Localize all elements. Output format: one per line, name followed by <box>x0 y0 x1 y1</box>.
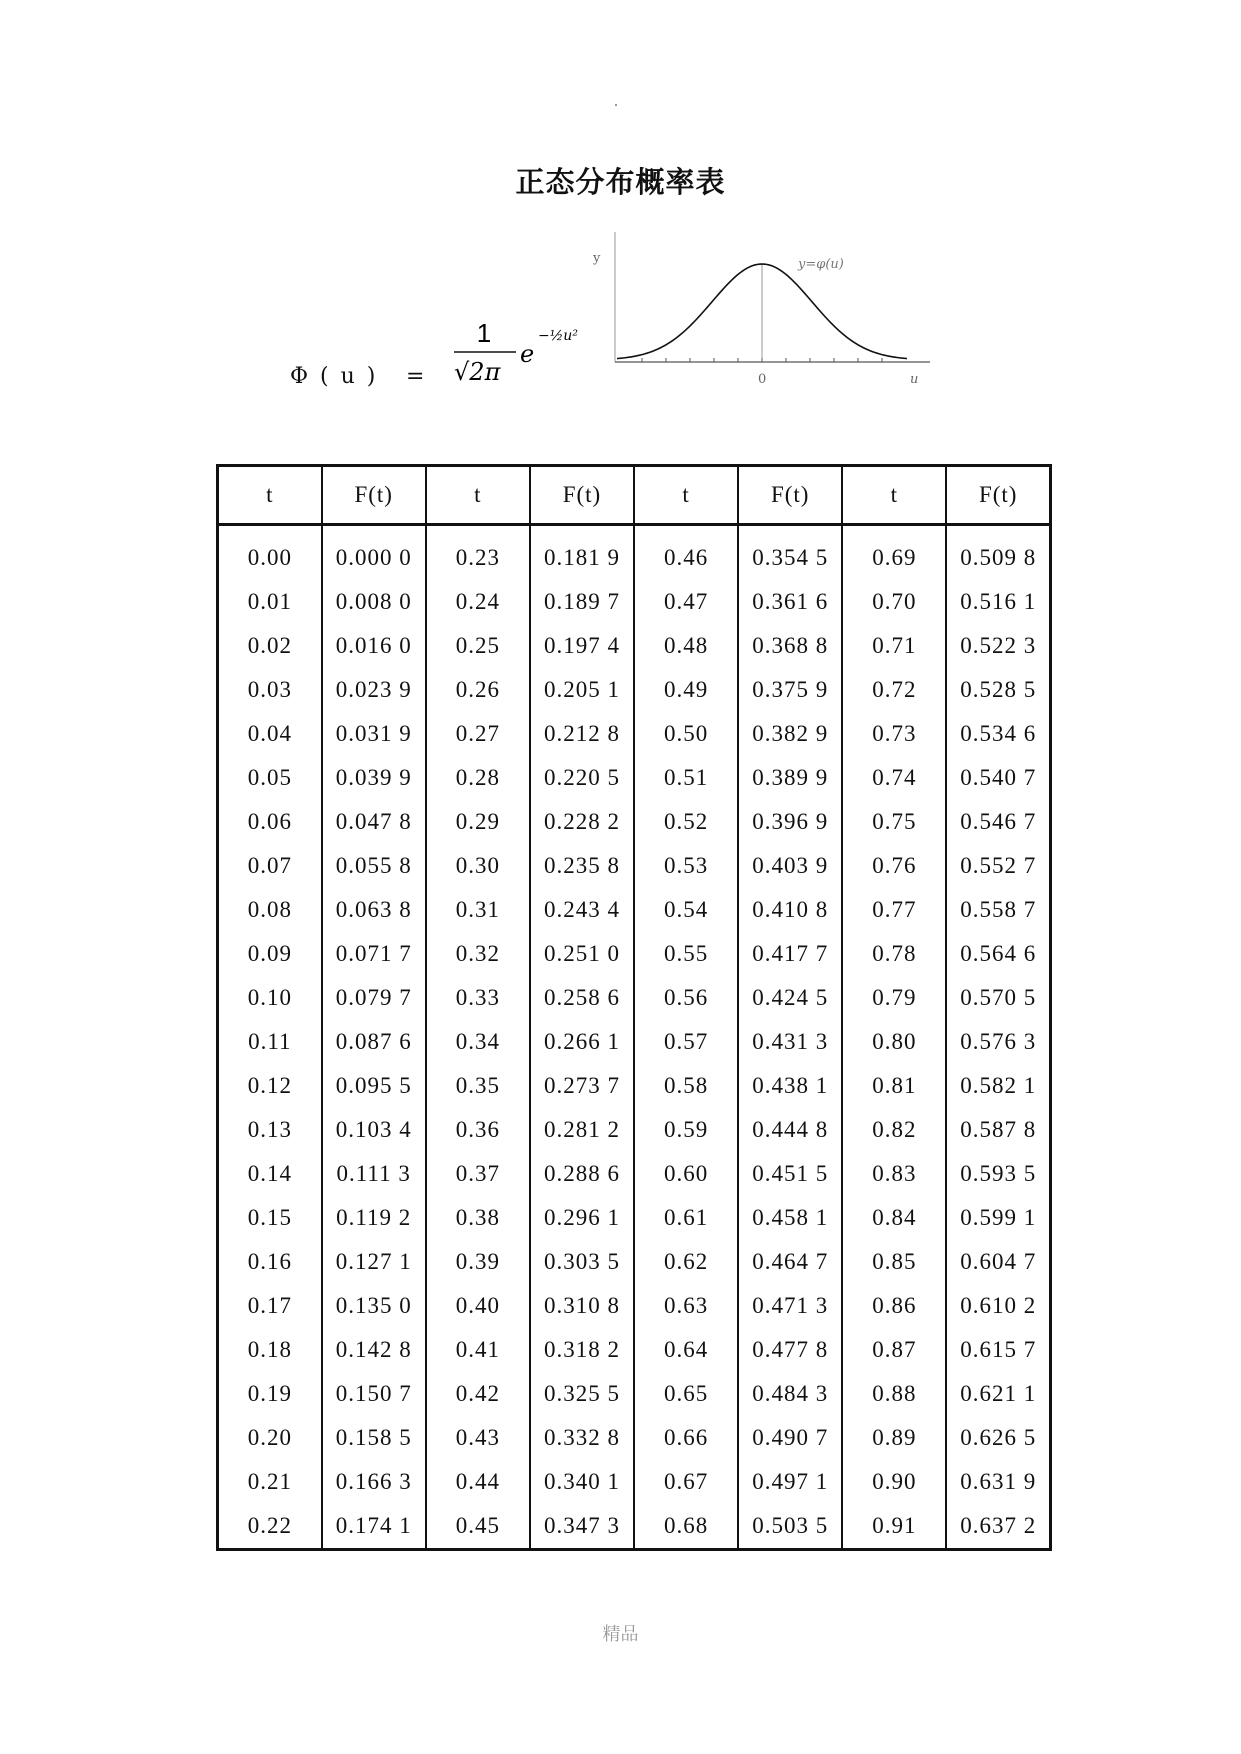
ft-value-cell: 0.410 8 <box>738 888 842 932</box>
table-row <box>218 844 1051 888</box>
density-formula <box>448 312 588 392</box>
ft-value-cell: 0.103 4 <box>322 1108 426 1152</box>
t-value-cell: 0.25 <box>426 624 530 668</box>
ft-value-cell: 0.220 5 <box>530 756 634 800</box>
ft-value-cell: 0.564 6 <box>946 932 1050 976</box>
ft-value-cell: 0.354 5 <box>738 525 842 581</box>
t-value-cell: 0.53 <box>634 844 738 888</box>
t-value-cell: 0.87 <box>842 1328 946 1372</box>
t-value-cell: 0.75 <box>842 800 946 844</box>
t-value-cell: 0.06 <box>218 800 322 844</box>
page-title: 正态分布概率表 <box>515 165 726 199</box>
t-value-cell: 0.18 <box>218 1328 322 1372</box>
t-value-cell: 0.89 <box>842 1416 946 1460</box>
ft-value-cell: 0.181 9 <box>530 525 634 581</box>
table-row <box>218 1328 1051 1372</box>
t-value-cell: 0.48 <box>634 624 738 668</box>
t-value-cell: 0.22 <box>218 1504 322 1550</box>
ft-value-cell: 0.251 0 <box>530 932 634 976</box>
ft-value-cell: 0.303 5 <box>530 1240 634 1284</box>
ft-value-cell: 0.079 7 <box>322 976 426 1020</box>
ft-value-cell: 0.281 2 <box>530 1108 634 1152</box>
table-row <box>218 1284 1051 1328</box>
ft-value-cell: 0.031 9 <box>322 712 426 756</box>
table-row <box>218 1416 1051 1460</box>
ft-value-cell: 0.451 5 <box>738 1152 842 1196</box>
table-row <box>218 580 1051 624</box>
t-value-cell: 0.21 <box>218 1460 322 1504</box>
ft-value-cell: 0.471 3 <box>738 1284 842 1328</box>
ft-value-cell: 0.158 5 <box>322 1416 426 1460</box>
t-value-cell: 0.78 <box>842 932 946 976</box>
t-value-cell: 0.80 <box>842 1020 946 1064</box>
t-value-cell: 0.14 <box>218 1152 322 1196</box>
ft-value-cell: 0.389 9 <box>738 756 842 800</box>
ft-value-cell: 0.626 5 <box>946 1416 1050 1460</box>
t-value-cell: 0.01 <box>218 580 322 624</box>
t-value-cell: 0.62 <box>634 1240 738 1284</box>
ft-value-cell: 0.000 0 <box>322 525 426 581</box>
t-value-cell: 0.08 <box>218 888 322 932</box>
ft-value-cell: 0.174 1 <box>322 1504 426 1550</box>
t-value-cell: 0.47 <box>634 580 738 624</box>
t-value-cell: 0.82 <box>842 1108 946 1152</box>
t-value-cell: 0.46 <box>634 525 738 581</box>
ft-value-cell: 0.576 3 <box>946 1020 1050 1064</box>
t-value-cell: 0.83 <box>842 1152 946 1196</box>
t-value-cell: 0.17 <box>218 1284 322 1328</box>
ft-value-cell: 0.197 4 <box>530 624 634 668</box>
t-value-cell: 0.54 <box>634 888 738 932</box>
t-value-cell: 0.16 <box>218 1240 322 1284</box>
ft-value-cell: 0.477 8 <box>738 1328 842 1372</box>
ft-value-cell: 0.332 8 <box>530 1416 634 1460</box>
ft-value-cell: 0.490 7 <box>738 1416 842 1460</box>
ft-value-cell: 0.403 9 <box>738 844 842 888</box>
ft-value-cell: 0.534 6 <box>946 712 1050 756</box>
ft-value-cell: 0.166 3 <box>322 1460 426 1504</box>
ft-value-cell: 0.318 2 <box>530 1328 634 1372</box>
ft-value-cell: 0.587 8 <box>946 1108 1050 1152</box>
table-row <box>218 624 1051 668</box>
ft-value-cell: 0.368 8 <box>738 624 842 668</box>
t-value-cell: 0.40 <box>426 1284 530 1328</box>
ft-value-cell: 0.039 9 <box>322 756 426 800</box>
ft-value-cell: 0.008 0 <box>322 580 426 624</box>
ft-value-cell: 0.431 3 <box>738 1020 842 1064</box>
t-value-cell: 0.32 <box>426 932 530 976</box>
t-value-cell: 0.11 <box>218 1020 322 1064</box>
ft-value-cell: 0.340 1 <box>530 1460 634 1504</box>
table-body <box>218 525 1051 1550</box>
ft-value-cell: 0.023 9 <box>322 668 426 712</box>
t-value-cell: 0.56 <box>634 976 738 1020</box>
t-value-cell: 0.27 <box>426 712 530 756</box>
origin-label: 0 <box>758 372 767 387</box>
formula-equals: = <box>406 364 425 389</box>
ft-value-cell: 0.228 2 <box>530 800 634 844</box>
ft-value-cell: 0.273 7 <box>530 1064 634 1108</box>
t-value-cell: 0.20 <box>218 1416 322 1460</box>
t-value-cell: 0.36 <box>426 1108 530 1152</box>
t-value-cell: 0.00 <box>218 525 322 581</box>
table-row <box>218 1108 1051 1152</box>
table-row <box>218 1460 1051 1504</box>
t-value-cell: 0.59 <box>634 1108 738 1152</box>
t-value-cell: 0.03 <box>218 668 322 712</box>
table-row <box>218 888 1051 932</box>
ft-value-cell: 0.582 1 <box>946 1064 1050 1108</box>
t-value-cell: 0.39 <box>426 1240 530 1284</box>
table-row <box>218 756 1051 800</box>
ft-value-cell: 0.604 7 <box>946 1240 1050 1284</box>
formula-denominator: √2π <box>454 358 501 386</box>
ft-value-cell: 0.095 5 <box>322 1064 426 1108</box>
ft-value-cell: 0.546 7 <box>946 800 1050 844</box>
ft-value-cell: 0.347 3 <box>530 1504 634 1550</box>
table-header-row <box>218 466 1051 525</box>
ft-value-cell: 0.610 2 <box>946 1284 1050 1328</box>
t-value-cell: 0.86 <box>842 1284 946 1328</box>
t-value-cell: 0.12 <box>218 1064 322 1108</box>
t-value-cell: 0.84 <box>842 1196 946 1240</box>
page-marker-dot <box>615 104 617 106</box>
t-value-cell: 0.44 <box>426 1460 530 1504</box>
t-value-cell: 0.35 <box>426 1064 530 1108</box>
ft-value-cell: 0.243 4 <box>530 888 634 932</box>
table-row <box>218 976 1051 1020</box>
ft-value-cell: 0.135 0 <box>322 1284 426 1328</box>
t-value-cell: 0.29 <box>426 800 530 844</box>
t-value-cell: 0.76 <box>842 844 946 888</box>
ft-value-cell: 0.375 9 <box>738 668 842 712</box>
ft-value-cell: 0.266 1 <box>530 1020 634 1064</box>
t-value-cell: 0.65 <box>634 1372 738 1416</box>
t-value-cell: 0.09 <box>218 932 322 976</box>
t-value-cell: 0.02 <box>218 624 322 668</box>
t-value-cell: 0.33 <box>426 976 530 1020</box>
t-value-cell: 0.49 <box>634 668 738 712</box>
t-value-cell: 0.26 <box>426 668 530 712</box>
ft-value-cell: 0.570 5 <box>946 976 1050 1020</box>
table-row <box>218 1196 1051 1240</box>
footer-text: 精品 <box>602 1624 639 1645</box>
t-value-cell: 0.24 <box>426 580 530 624</box>
header-ft: F(t) <box>530 466 634 525</box>
curve-label: y=φ(u) <box>798 257 844 272</box>
ft-value-cell: 0.205 1 <box>530 668 634 712</box>
ft-value-cell: 0.497 1 <box>738 1460 842 1504</box>
y-axis-label: y <box>593 251 601 266</box>
t-value-cell: 0.68 <box>634 1504 738 1550</box>
t-value-cell: 0.34 <box>426 1020 530 1064</box>
t-value-cell: 0.19 <box>218 1372 322 1416</box>
t-value-cell: 0.55 <box>634 932 738 976</box>
t-value-cell: 0.70 <box>842 580 946 624</box>
t-value-cell: 0.81 <box>842 1064 946 1108</box>
t-value-cell: 0.15 <box>218 1196 322 1240</box>
ft-value-cell: 0.296 1 <box>530 1196 634 1240</box>
ft-value-cell: 0.438 1 <box>738 1064 842 1108</box>
header-t: t <box>218 466 322 525</box>
ft-value-cell: 0.016 0 <box>322 624 426 668</box>
t-value-cell: 0.31 <box>426 888 530 932</box>
ft-value-cell: 0.055 8 <box>322 844 426 888</box>
table-row <box>218 1152 1051 1196</box>
t-value-cell: 0.04 <box>218 712 322 756</box>
t-value-cell: 0.79 <box>842 976 946 1020</box>
t-value-cell: 0.07 <box>218 844 322 888</box>
t-value-cell: 0.71 <box>842 624 946 668</box>
t-value-cell: 0.42 <box>426 1372 530 1416</box>
ft-value-cell: 0.417 7 <box>738 932 842 976</box>
ft-value-cell: 0.637 2 <box>946 1504 1050 1550</box>
t-value-cell: 0.28 <box>426 756 530 800</box>
t-value-cell: 0.85 <box>842 1240 946 1284</box>
ft-value-cell: 0.540 7 <box>946 756 1050 800</box>
header-t: t <box>426 466 530 525</box>
ft-value-cell: 0.382 9 <box>738 712 842 756</box>
t-value-cell: 0.88 <box>842 1372 946 1416</box>
ft-value-cell: 0.258 6 <box>530 976 634 1020</box>
ft-value-cell: 0.444 8 <box>738 1108 842 1152</box>
table-row <box>218 932 1051 976</box>
formula-exp-base: e <box>520 340 535 368</box>
t-value-cell: 0.13 <box>218 1108 322 1152</box>
ft-value-cell: 0.458 1 <box>738 1196 842 1240</box>
t-value-cell: 0.72 <box>842 668 946 712</box>
table-row <box>218 668 1051 712</box>
table-row <box>218 1504 1051 1550</box>
ft-value-cell: 0.325 5 <box>530 1372 634 1416</box>
ft-value-cell: 0.396 9 <box>738 800 842 844</box>
t-value-cell: 0.67 <box>634 1460 738 1504</box>
header-ft: F(t) <box>322 466 426 525</box>
table-row <box>218 525 1051 581</box>
ft-value-cell: 0.212 8 <box>530 712 634 756</box>
ft-value-cell: 0.631 9 <box>946 1460 1050 1504</box>
ft-value-cell: 0.127 1 <box>322 1240 426 1284</box>
formula-lhs: Φ(u) <box>290 364 388 389</box>
ft-value-cell: 0.464 7 <box>738 1240 842 1284</box>
t-value-cell: 0.61 <box>634 1196 738 1240</box>
ft-value-cell: 0.119 2 <box>322 1196 426 1240</box>
ft-value-cell: 0.111 3 <box>322 1152 426 1196</box>
ft-value-cell: 0.503 5 <box>738 1504 842 1550</box>
t-value-cell: 0.52 <box>634 800 738 844</box>
header-t: t <box>842 466 946 525</box>
t-value-cell: 0.73 <box>842 712 946 756</box>
formula-exp-power: −½u² <box>538 328 578 344</box>
t-value-cell: 0.91 <box>842 1504 946 1550</box>
normal-probability-table <box>216 464 1052 1551</box>
table-row <box>218 1020 1051 1064</box>
t-value-cell: 0.23 <box>426 525 530 581</box>
t-value-cell: 0.77 <box>842 888 946 932</box>
ft-value-cell: 0.599 1 <box>946 1196 1050 1240</box>
table-row <box>218 1064 1051 1108</box>
ft-value-cell: 0.558 7 <box>946 888 1050 932</box>
t-value-cell: 0.45 <box>426 1504 530 1550</box>
ft-value-cell: 0.235 8 <box>530 844 634 888</box>
t-value-cell: 0.69 <box>842 525 946 581</box>
t-value-cell: 0.51 <box>634 756 738 800</box>
table-row <box>218 800 1051 844</box>
ft-value-cell: 0.310 8 <box>530 1284 634 1328</box>
t-value-cell: 0.30 <box>426 844 530 888</box>
header-ft: F(t) <box>738 466 842 525</box>
header-t: t <box>634 466 738 525</box>
t-value-cell: 0.60 <box>634 1152 738 1196</box>
t-value-cell: 0.41 <box>426 1328 530 1372</box>
t-value-cell: 0.90 <box>842 1460 946 1504</box>
t-value-cell: 0.05 <box>218 756 322 800</box>
t-value-cell: 0.64 <box>634 1328 738 1372</box>
ft-value-cell: 0.484 3 <box>738 1372 842 1416</box>
formula-numerator: 1 <box>476 318 492 348</box>
ft-value-cell: 0.150 7 <box>322 1372 426 1416</box>
ft-value-cell: 0.615 7 <box>946 1328 1050 1372</box>
ft-value-cell: 0.516 1 <box>946 580 1050 624</box>
t-value-cell: 0.10 <box>218 976 322 1020</box>
table-row <box>218 712 1051 756</box>
ft-value-cell: 0.189 7 <box>530 580 634 624</box>
ft-value-cell: 0.522 3 <box>946 624 1050 668</box>
ft-value-cell: 0.047 8 <box>322 800 426 844</box>
t-value-cell: 0.63 <box>634 1284 738 1328</box>
ft-value-cell: 0.063 8 <box>322 888 426 932</box>
ft-value-cell: 0.288 6 <box>530 1152 634 1196</box>
t-value-cell: 0.66 <box>634 1416 738 1460</box>
ft-value-cell: 0.528 5 <box>946 668 1050 712</box>
t-value-cell: 0.74 <box>842 756 946 800</box>
t-value-cell: 0.37 <box>426 1152 530 1196</box>
ft-value-cell: 0.552 7 <box>946 844 1050 888</box>
t-value-cell: 0.58 <box>634 1064 738 1108</box>
t-value-cell: 0.50 <box>634 712 738 756</box>
ft-value-cell: 0.621 1 <box>946 1372 1050 1416</box>
ft-value-cell: 0.071 7 <box>322 932 426 976</box>
ft-value-cell: 0.509 8 <box>946 525 1050 581</box>
table-row <box>218 1240 1051 1284</box>
ft-value-cell: 0.142 8 <box>322 1328 426 1372</box>
normal-curve-figure <box>593 232 935 392</box>
t-value-cell: 0.38 <box>426 1196 530 1240</box>
header-ft: F(t) <box>946 466 1050 525</box>
ft-value-cell: 0.593 5 <box>946 1152 1050 1196</box>
ft-value-cell: 0.087 6 <box>322 1020 426 1064</box>
x-axis-label: u <box>910 372 919 387</box>
table-row <box>218 1372 1051 1416</box>
t-value-cell: 0.43 <box>426 1416 530 1460</box>
t-value-cell: 0.57 <box>634 1020 738 1064</box>
ft-value-cell: 0.361 6 <box>738 580 842 624</box>
ft-value-cell: 0.424 5 <box>738 976 842 1020</box>
